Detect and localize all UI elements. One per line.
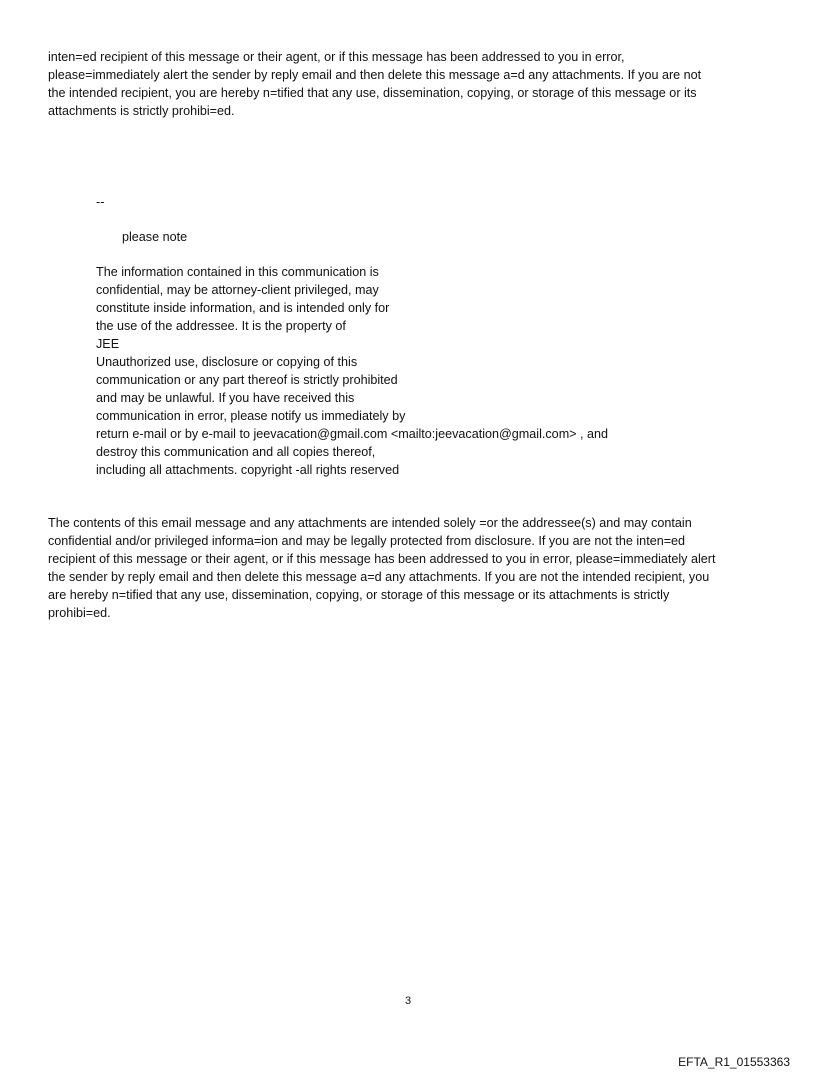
document-id: EFTA_R1_01553363 xyxy=(678,1055,790,1069)
text-line: Unauthorized use, disclosure or copying of this xyxy=(96,355,358,369)
text-line: prohibi=ed. xyxy=(48,606,111,620)
text-line: communication in error, please notify us immediately by xyxy=(96,409,406,423)
please-note-heading xyxy=(122,228,187,246)
text-line: JEE xyxy=(96,337,120,351)
text-line: the sender by reply email and then delete this message a=d any attachments. If you are not the intended recipient, you xyxy=(48,570,710,584)
page-number: 3 xyxy=(404,995,412,1007)
text-line: communication or any part thereof is strictly prohibited xyxy=(96,373,398,387)
text-line: confidential and/or privileged informa=ion and may be legally protected from disclosure. If you are not the inten=ed xyxy=(48,534,686,548)
signature-separator xyxy=(96,193,104,211)
text-line: recipient of this message or their agent, or if this message has been addressed to you in error, please=immediately alert xyxy=(48,552,716,566)
text-line: attachments is strictly prohibi=ed. xyxy=(48,104,235,118)
text-line: please=immediately alert the sender by reply email and then delete this message a=d any attachments. If you are not xyxy=(48,68,702,82)
top-disclaimer-paragraph xyxy=(48,48,701,120)
please-note-text: please note xyxy=(122,230,188,244)
text-line: destroy this communication and all copies thereof, xyxy=(96,445,376,459)
text-line: The contents of this email message and any attachments are intended solely =or the addressee(s) and may contain xyxy=(48,516,692,530)
text-line: including all attachments. copyright -all rights reserved xyxy=(96,463,400,477)
confidentiality-notice xyxy=(96,263,608,479)
text-line: are hereby n=tified that any use, dissemination, copying, or storage of this message or its attachments is strictly xyxy=(48,588,670,602)
signature-dashes: -- xyxy=(96,195,105,209)
text-line: the use of the addressee. It is the property of xyxy=(96,319,346,333)
text-line: confidential, may be attorney-client privileged, may xyxy=(96,283,379,297)
text-line: and may be unlawful. If you have received this xyxy=(96,391,355,405)
text-line: The information contained in this communication is xyxy=(96,265,379,279)
text-line: inten=ed recipient of this message or their agent, or if this message has been addressed to you in error, xyxy=(48,50,625,64)
text-line: return e-mail or by e-mail to jeevacation@gmail.com <mailto:jeevacation@gmail.com> , and xyxy=(96,427,609,441)
text-line: constitute inside information, and is intended only for xyxy=(96,301,390,315)
bottom-disclaimer-paragraph xyxy=(48,514,715,622)
text-line: the intended recipient, you are hereby n=tified that any use, dissemination, copying, or storage of this message or its xyxy=(48,86,697,100)
